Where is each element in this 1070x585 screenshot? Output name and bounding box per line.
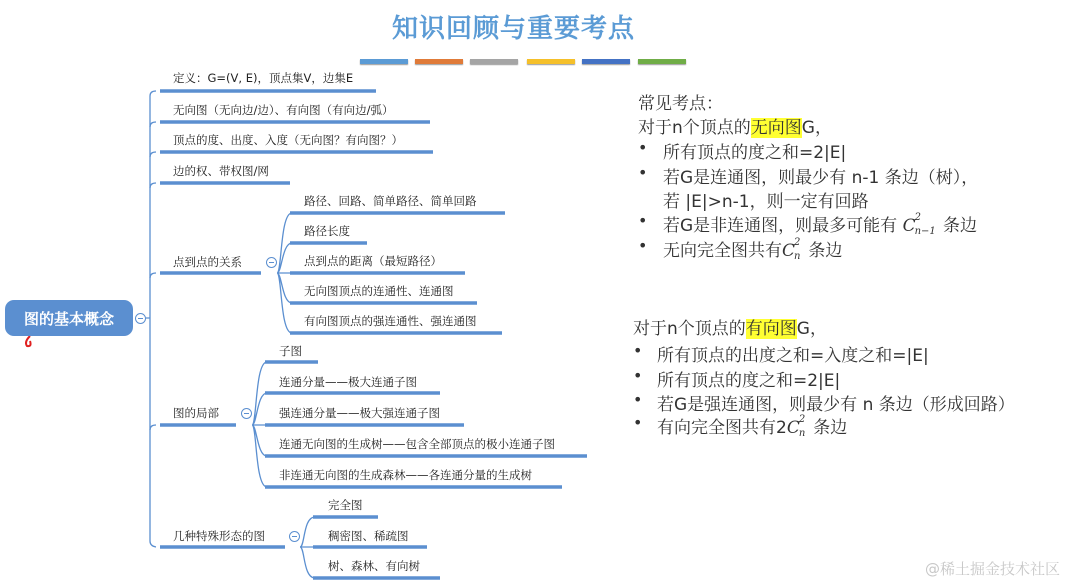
branch-degree[interactable]: 顶点的度、出度、入度（无向图？有向图？） (173, 133, 403, 147)
leaf-node[interactable]: 子图 (279, 344, 302, 358)
collapse-relation-icon[interactable] (266, 257, 277, 268)
math-c-n-1-2: C 2 n−1 (902, 212, 936, 237)
bullet: • (638, 163, 648, 182)
leaf-node[interactable]: 非连通无向图的生成森林——各连通分量的生成树 (279, 468, 532, 482)
branch-relation[interactable]: 点到点的关系 (173, 255, 242, 269)
branch-definition[interactable]: 定义：G=(V, E)，顶点集V，边集E (173, 71, 354, 85)
red-annotation-mark (26, 336, 31, 346)
directed-point-2: 所有顶点的度之和=2|E| (657, 371, 841, 391)
directed-intro: 对于n个顶点的有向图G， (633, 319, 827, 339)
directed-point-1: 所有顶点的出度之和=入度之和=|E| (657, 346, 929, 366)
math-c-n-2: C 2 n (782, 237, 801, 262)
directed-point-4: 有向完全图共有2C 2 n 条边 (657, 414, 848, 439)
branch-graph-types[interactable]: 无向图（无向边/边）、有向图（有向边/弧） (173, 103, 394, 117)
leaf-node[interactable]: 稠密图、稀疏图 (328, 529, 409, 543)
directed-point-3: 若G是强连通图，则最少有 n 条边（形成回路） (657, 395, 1015, 415)
collapse-local-icon[interactable] (241, 408, 252, 419)
exam-points-heading: 常见考点： (638, 94, 723, 114)
leaf-node[interactable]: 路径长度 (304, 224, 350, 238)
undirected-point-3: 若G是非连通图，则最多可能有 C 2 n−1 条边 (663, 212, 977, 237)
branch-weight[interactable]: 边的权、带权图/网 (173, 164, 269, 178)
leaf-node[interactable]: 有向图顶点的强连通性、强连通图 (304, 314, 477, 328)
undirected-point-2b: 若 |E|>n-1，则一定有回路 (663, 192, 869, 212)
undirected-point-1: 所有顶点的度之和=2|E| (663, 143, 847, 163)
leaf-node[interactable]: 连通分量——极大连通子图 (279, 375, 417, 389)
bullet: • (633, 341, 643, 360)
collapse-special-icon[interactable] (289, 531, 300, 542)
highlight-undirected: 无向图 (750, 118, 802, 138)
math-c-n-2: C 2 n (786, 414, 806, 439)
mindmap-root[interactable] (5, 300, 133, 336)
watermark: @稀土掘金技术社区 (924, 560, 1060, 578)
branch-special[interactable]: 几种特殊形态的图 (173, 529, 265, 543)
branch-local[interactable]: 图的局部 (173, 406, 219, 420)
bullet: • (633, 413, 643, 432)
leaf-node[interactable]: 强连通分量——极大强连通子图 (279, 406, 440, 420)
bullet: • (638, 138, 648, 157)
leaf-node[interactable]: 无向图顶点的连通性、连通图 (304, 284, 454, 298)
slide-title: 知识回顾与重要考点 (391, 14, 635, 44)
leaf-node[interactable]: 树、森林、有向树 (328, 559, 420, 573)
leaf-node[interactable]: 连通无向图的生成树——包含全部顶点的极小连通子图 (279, 437, 555, 451)
bullet: • (638, 236, 648, 255)
bullet: • (633, 366, 643, 385)
leaf-node[interactable]: 完全图 (328, 498, 363, 512)
undirected-point-2: 若G是连通图，则最少有 n-1 条边（树）， (663, 168, 979, 188)
highlight-directed: 有向图 (745, 319, 797, 339)
root-label: 图的基本概念 (23, 309, 114, 328)
collapse-root-icon[interactable] (135, 313, 146, 324)
undirected-intro: 对于n个顶点的无向图G， (638, 118, 832, 138)
bullet: • (633, 390, 643, 409)
undirected-point-4: 无向完全图共有C 2 n 条边 (663, 237, 843, 262)
bullet: • (638, 211, 648, 230)
leaf-node[interactable]: 路径、回路、简单路径、简单回路 (304, 194, 477, 208)
leaf-node[interactable]: 点到点的距离（最短路径） (304, 254, 442, 268)
